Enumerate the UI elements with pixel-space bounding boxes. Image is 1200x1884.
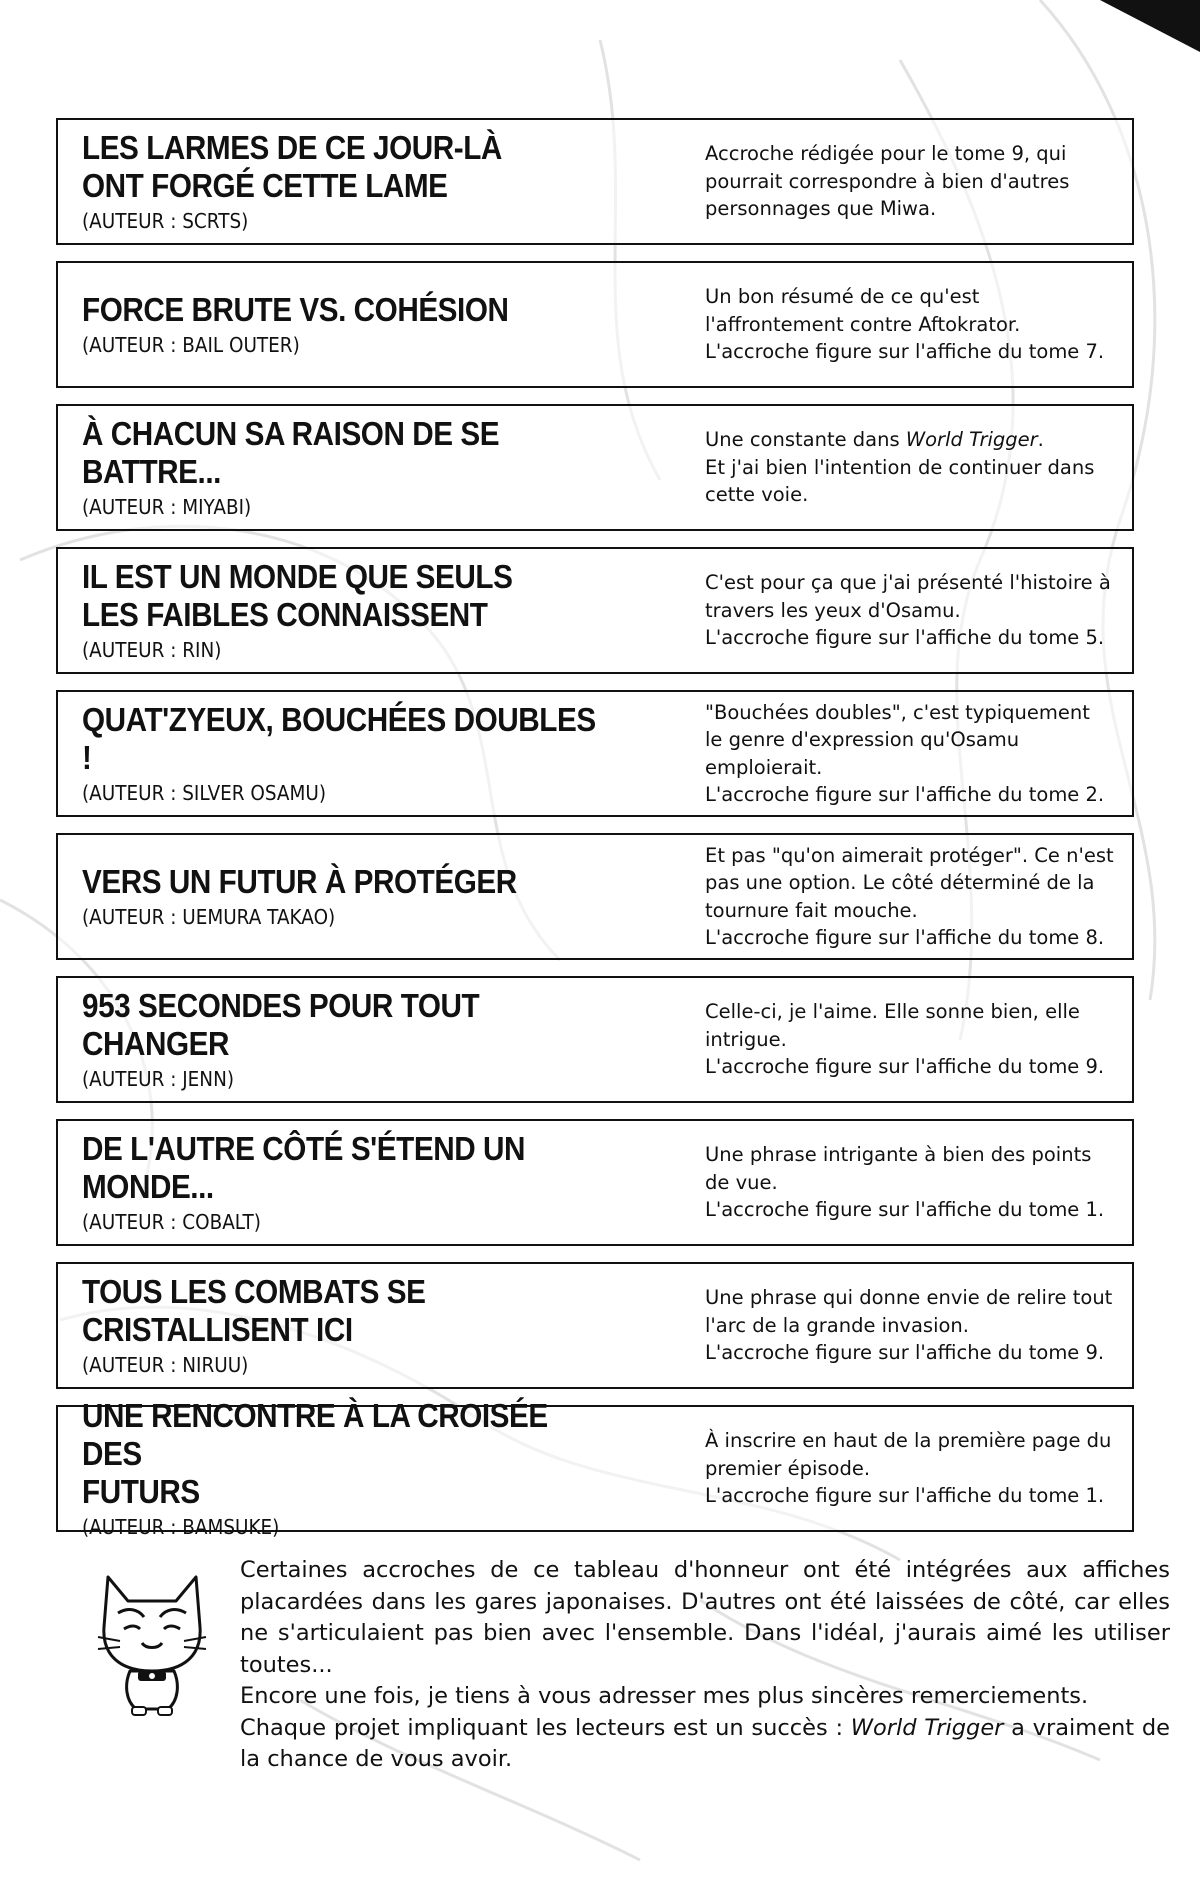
- entry-comment: Une phrase qui donne envie de relire tout l'arc de la grande invasion. L'accroche figure sur l'affiche du tome 9.: [705, 1286, 1113, 1365]
- cat-mascot-icon: [94, 1567, 210, 1717]
- entry-8: [56, 1119, 1134, 1246]
- entry-author: (AUTEUR : MIYABI): [82, 495, 252, 519]
- entry-author: (AUTEUR : BAIL OUTER): [82, 333, 300, 357]
- entry-comment: À inscrire en haut de la première page du premier épisode. L'accroche figure sur l'affiche du tome 1.: [705, 1429, 1112, 1508]
- entry-comment: C'est pour ça que j'ai présenté l'histoire à travers les yeux d'Osamu. L'accroche figure sur l'affiche du tome 5.: [705, 571, 1111, 650]
- entry-1: [56, 118, 1134, 245]
- author-note-text: Certaines accroches de ce tableau d'honneur ont été intégrées aux affiches placardées dans les gares japonaises. D'autres ont été laissées de côté, car elles ne s'articulaient pas bien avec l'ensemble. Dans l'idéal, j'aurais aimé les utiliser toutes... Encore une fois, je tiens à vous adresser mes plus sincères remerciements. Chaque projet impliquant les lecteurs est un succès : World Trigger a vraiment de la chance de vous avoir.: [240, 1557, 1170, 1772]
- honor-list: [56, 118, 1134, 1548]
- entry-title: À CHACUN SA RAISON DE SE BATTRE...: [82, 415, 500, 490]
- entry-comment: Accroche rédigée pour le tome 9, qui pourrait correspondre à bien d'autres personnages que Miwa.: [705, 142, 1070, 221]
- entry-author: (AUTEUR : SILVER OSAMU): [82, 781, 327, 805]
- entry-title: 953 SECONDES POUR TOUT CHANGER: [82, 987, 480, 1062]
- entry-4: [56, 547, 1134, 674]
- entry-5: [56, 690, 1134, 817]
- corner-tab: [1100, 0, 1200, 52]
- entry-title: TOUS LES COMBATS SE CRISTALLISENT ICI: [82, 1273, 426, 1348]
- entry-title: LES LARMES DE CE JOUR-LÀ ONT FORGÉ CETTE LAME: [82, 129, 502, 204]
- entry-title: DE L'AUTRE CÔTÉ S'ÉTEND UN MONDE...: [82, 1130, 525, 1205]
- entry-author: (AUTEUR : JENN): [82, 1067, 235, 1091]
- entry-author: (AUTEUR : BAMSUKE): [82, 1515, 280, 1539]
- entry-10: [56, 1397, 1134, 1539]
- entry-comment: Une constante dans World Trigger. Et j'ai bien l'intention de continuer dans cette voie.: [705, 428, 1095, 507]
- entry-7: [56, 976, 1134, 1103]
- entry-9: [56, 1262, 1134, 1389]
- entry-3: [56, 404, 1134, 531]
- entry-2: [56, 261, 1134, 388]
- entry-comment: Un bon résumé de ce qu'est l'affrontement contre Aftokrator. L'accroche figure sur l'affiche du tome 7.: [705, 285, 1105, 364]
- entry-title: VERS UN FUTUR À PROTÉGER: [82, 863, 517, 900]
- entry-title: QUAT'ZYEUX, BOUCHÉES DOUBLES !: [82, 701, 596, 776]
- entry-6: [56, 833, 1134, 960]
- entry-title: FORCE BRUTE VS. COHÉSION: [82, 291, 509, 328]
- entry-comment: Et pas "qu'on aimerait protéger". Ce n'est pas une option. Le côté déterminé de la tournure fait mouche. L'accroche figure sur l'affiche du tome 8.: [705, 843, 1114, 949]
- entry-comment: "Bouchées doubles", c'est typiquement le genre d'expression qu'Osamu emploierait. L'accroche figure sur l'affiche du tome 2.: [705, 700, 1105, 806]
- entry-comment: Celle-ci, je l'aime. Elle sonne bien, elle intrigue. L'accroche figure sur l'affiche du tome 9.: [705, 1000, 1105, 1079]
- entry-comment: Une phrase intrigante à bien des points de vue. L'accroche figure sur l'affiche du tome 1.: [705, 1143, 1105, 1222]
- entry-author: (AUTEUR : UEMURA TAKAO): [82, 905, 336, 929]
- entry-title: IL EST UN MONDE QUE SEULS LES FAIBLES CONNAISSENT: [82, 558, 513, 633]
- entry-author: (AUTEUR : NIRUU): [82, 1353, 249, 1377]
- entry-author: (AUTEUR : RIN): [82, 638, 222, 662]
- entry-author: (AUTEUR : COBALT): [82, 1210, 261, 1234]
- entry-author: (AUTEUR : SCRTS): [82, 209, 249, 233]
- entry-title: UNE RENCONTRE À LA CROISÉE DES FUTURS: [82, 1397, 548, 1510]
